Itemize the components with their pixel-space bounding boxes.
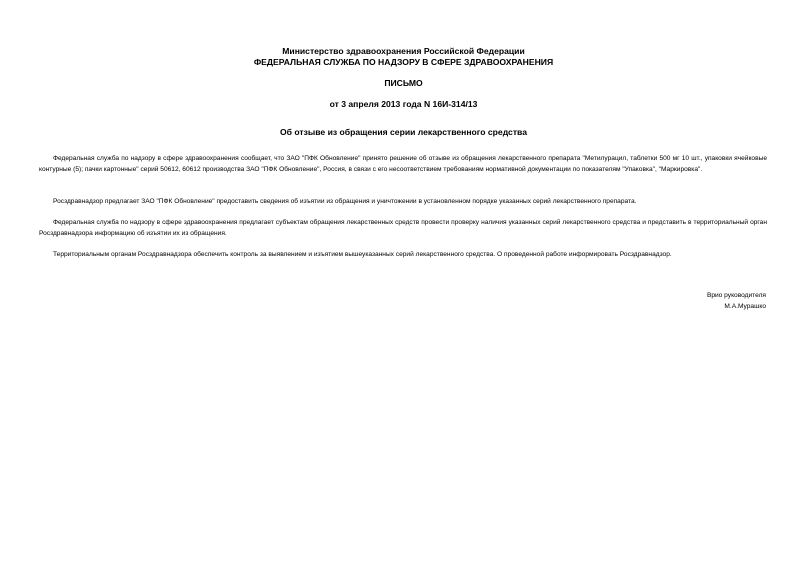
document-subject: Об отзыве из обращения серии лекарственного средства: [280, 127, 527, 137]
signatory-position: Врио руководителя: [706, 292, 766, 299]
ministry-name: Министерство здравоохранения Российской Федерации: [282, 46, 525, 56]
document-date-number: от 3 апреля 2013 года N 16И-314/13: [329, 99, 478, 109]
paragraph-text: Федеральная служба по надзору в сфере здравоохранения сообщает, что ЗАО "ПФК Обновление" принято решение об отзыве из обращения лекарственного препарата "Метилурацил, таблетки 500 мг 10 шт., упаковки ячейковые контурные (5); пачки картонные" серий 50612, 60612 производства ЗАО "ПФК Обновление", Россия, в связи с его несоответствием требованиям нормативной документации по показателям "Упаковка", "Маркировка".: [39, 155, 767, 173]
paragraph-text: Территориальным органам Росздравнадзора обеспечить контроль за выявлением и изъятием вышеуказанных серий лекарственного средства. О проведенной работе информировать Росздравнадзор.: [53, 251, 672, 258]
signatory-name: М.А.Мурашко: [724, 302, 766, 310]
paragraph-text: Федеральная служба по надзору в сфере здравоохранения предлагает субъектам обращения лекарственных средств провести проверку наличия указанных серий лекарственного средства и представить в территориальный орган Росздравнадзора информацию об изъятии их из обращения.: [39, 219, 767, 237]
paragraph-text: Росздравнадзор предлагает ЗАО "ПФК Обновление" предоставить сведения об изъятии из обращения и уничтожении в установленном порядке указанных серий лекарственного препарата.: [53, 198, 637, 205]
body-paragraph-1: [39, 154, 767, 175]
signature-block: [707, 291, 766, 312]
document-type: ПИСЬМО: [384, 78, 423, 88]
body-paragraph-3: [39, 218, 767, 239]
body-paragraph-2: [39, 197, 767, 208]
body-paragraph-4: [39, 250, 767, 261]
service-name: ФЕДЕРАЛЬНАЯ СЛУЖБА ПО НАДЗОРУ В СФЕРЕ ЗДРАВООХРАНЕНИЯ: [253, 57, 554, 67]
